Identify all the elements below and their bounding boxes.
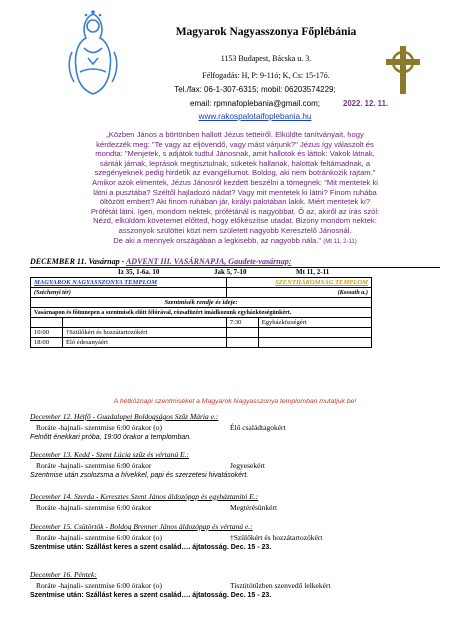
mass-intention: †Szülőkért és hozzátartozókért — [230, 532, 323, 542]
office-hours: Félfogadás: H, P: 9-11ó; K, Cs: 15-17ó. — [202, 71, 330, 80]
table-row — [31, 288, 372, 298]
table-row — [31, 338, 372, 348]
gospel-line: látni a pusztába? Széltől hajladozó nádat? Vagy mit mentetek ki látni? Finom ruhába — [93, 187, 377, 197]
weekday-wednesday — [30, 492, 440, 513]
gospel-line-last — [50, 236, 420, 248]
gospel-line: öltözött embert? Aki finom ruhában jár, királyi palotában lakik. Miért mentetek ki? — [99, 197, 371, 207]
address: 1153 Budapest, Bácska u. 3. — [220, 54, 312, 63]
gospel-line: sánták járnak, leprások megtisztulnak, süketek hallanak, halottak feltámadnak, a — [99, 158, 371, 168]
weekday-title: December 12. Hétfő - Guadalupei Boldogságos Szűz Mária e.: — [30, 412, 219, 421]
sunday-heading — [30, 257, 440, 268]
weekday-notice: A hétköznapi szentmiséket a Magyarok Nagyasszonya templomban mutatjuk be! — [113, 398, 357, 405]
gospel-line: „Közben János a börtönben hallott Jézus tetteiről. Elküldte tanítványait, hogy — [106, 130, 364, 139]
mass-intention-left — [63, 318, 227, 328]
mass-time-left — [31, 318, 63, 328]
gospel-line: Nézd, elküldöm követemet előtted, hogy előkészítse utadat. Bizony mondom nektek: — [93, 216, 377, 226]
table-row — [31, 318, 372, 328]
weekday-mass — [30, 503, 440, 514]
church-right-name: SZENTHÁROMSÁG TEMPLOM — [226, 278, 371, 288]
gospel-passage — [50, 130, 420, 247]
table-row — [31, 278, 372, 288]
mass-schedule-table — [30, 277, 372, 348]
weekday-mass — [30, 423, 440, 434]
church-left-name: MAGYAROK NAGYASSZONYA TEMPLOM — [31, 278, 227, 288]
weekday-title: December 16. Péntek: — [30, 570, 97, 579]
gospel-reference: (Mt 11, 2-11) — [323, 238, 357, 245]
bulletin-date: 2022. 12. 11. — [343, 99, 389, 108]
reading-second: Jak 5, 7-10 — [214, 268, 247, 276]
mass-intention: Élő családtagokért — [230, 422, 286, 432]
mass-time-left: 18:00 — [31, 338, 63, 348]
adoration-note: Vasárnapon és főünnepen a szentmisék előtt félórával, rózsafüzért imádkozunk egyházközségünkért. — [31, 308, 372, 318]
weekday-mass — [30, 533, 440, 544]
mass-label: Roráte -hajnali- szentmise 6:00 órakor (o) — [36, 422, 162, 432]
mass-label: Roráte -hajnali- szentmise 6:00 órakor (o) — [36, 580, 162, 590]
mass-order-title: Szentmisék rendje és ideje: — [31, 298, 372, 308]
mass-intention-right — [258, 328, 371, 338]
table-row — [31, 308, 372, 318]
weekday-tuesday — [30, 450, 440, 482]
church-left-location: (Széchenyi tér) — [31, 288, 227, 298]
gospel-line: Amikor azok elmentek, Jézus Jánosról kezdett beszélni a tömegnek: "Mit mentetek ki — [92, 177, 378, 187]
sunday-feast: ADVENT III. VASÁRNAPJA, Gaudete-vasárnap: — [125, 257, 292, 266]
mass-intention-right — [258, 338, 371, 348]
weekday-title: December 13. Kedd - Szent Lúcia szűz és vértanú E.: — [30, 450, 189, 459]
reading-first: Iz 35, 1-6a. 10 — [118, 268, 160, 276]
phone-numbers: Tel./fax: 06-1-307-6315; mobil: 06203574229; — [174, 85, 336, 94]
table-row — [31, 328, 372, 338]
weekday-mass — [30, 581, 440, 592]
church-right-location: (Kossuth u.) — [226, 288, 371, 298]
reading-gospel: Mt 11, 2-11 — [296, 268, 330, 276]
celtic-cross-icon — [383, 44, 423, 96]
mass-intention: Megtérésünkért — [230, 502, 278, 512]
mass-intention-right: Egyházközségért — [258, 318, 371, 328]
weekday-note: Szentmise után: Szállást keres a szent család…. ájtatosság. Dec. 15 - 23. — [30, 592, 272, 599]
mass-intention-left: †Szülőkért és hozzátartozókért — [63, 328, 227, 338]
weekday-note: Szentmise után: Szállást keres a szent család…. ájtatosság. Dec. 15 - 23. — [30, 544, 272, 551]
gospel-line: Prófétát látni. Igen, mondom nektek, prófétánál is nagyobbat. Ő az, akiről az írás szól: — [90, 206, 380, 216]
weekday-title: December 15. Csütörtök - Boldog Brenner János áldozópap és vértanú e.: — [30, 522, 253, 531]
email-address: email: rpmnafoplebania@gmail.com; — [190, 99, 320, 108]
gospel-line: kérdezzék meg: "Te vagy az eljövendő, vagy mást várjunk?" Jézus így válaszolt és — [96, 139, 374, 149]
parish-title: Magyarok Nagyasszonya Főplébánia — [175, 26, 357, 38]
gospel-line: asszonyok szülöttei közt nem született nagyobb Keresztelő Jánosnál. — [118, 225, 352, 235]
mass-intention: Tisztitótűzben szenvedő lelkekért — [230, 580, 331, 590]
mass-intention-left: Élő édesanyáért — [63, 338, 227, 348]
website-link[interactable]: www.rakospalotaifoplebania.hu — [198, 112, 312, 121]
table-row — [31, 298, 372, 308]
weekday-thursday — [30, 522, 440, 554]
gospel-line: De aki a mennyek országában a legkisebb, az nagyobb nála." — [113, 235, 322, 245]
mass-time-right — [226, 328, 258, 338]
mass-label: Roráte -hajnali- szentmise 6:00 órakor — [36, 502, 152, 512]
mass-time-right: 7:30 — [226, 318, 258, 328]
madonna-logo-icon — [62, 8, 124, 98]
mass-intention: Jegyesekért — [230, 460, 265, 470]
weekday-title: December 14. Szerda - Keresztes Szent János áldozópap és egyháztanító E.: — [30, 492, 259, 501]
mass-label: Roráte -hajnali- szentmise 6:00 órakor — [36, 460, 152, 470]
weekday-note: Felnőtt énekkari próba, 19:00 órakor a templomban. — [30, 434, 192, 441]
weekday-friday — [30, 570, 440, 602]
mass-time-left: 10:00 — [31, 328, 63, 338]
mass-label: Roráte -hajnali- szentmise 6:00 órakor (o) — [36, 532, 162, 542]
gospel-line: mondta: "Menjetek, s adjátok tudtul Jánosnak, amit hallotok és láttok: Vakok látnak, — [95, 149, 375, 159]
gospel-line: szegényeknek pedig hirdetik az evangéliumot. Boldog, aki nem botránkozik rajtam." — [94, 168, 376, 178]
weekday-mass — [30, 461, 440, 472]
mass-time-right — [226, 338, 258, 348]
weekday-note: Szentmise után zsolozsma a hívekkel, papi és szerzetesi hivatásokért. — [30, 472, 249, 479]
sunday-date: DECEMBER 11. Vasárnap - — [30, 257, 126, 266]
weekday-monday — [30, 412, 440, 444]
